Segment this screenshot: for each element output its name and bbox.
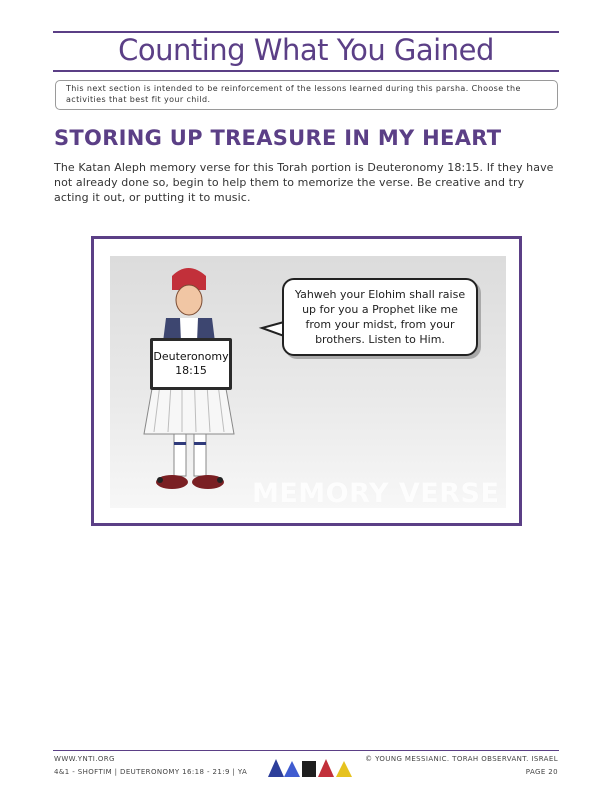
speech-bubble: Yahweh your Elohim shall raise up for you a Prophet like me from your midst, from your brothers. Listen to Him. [282, 278, 478, 356]
footer-website: WWW.YNTI.ORG [54, 755, 115, 763]
memory-verse-watermark: MEMORY VERSE [252, 478, 500, 508]
footer-copyright: © YOUNG MESSIANIC. TORAH OBSERVANT. ISRAEL [365, 755, 558, 763]
page-title: Counting What You Gained [118, 33, 494, 67]
memory-verse-frame [91, 236, 522, 526]
section-heading: STORING UP TREASURE IN MY HEART [54, 126, 502, 150]
verse-sign [150, 338, 232, 390]
bubble-tail [262, 322, 284, 336]
intro-box: This next section is intended to be reinforcement of the lessons learned during this parsha. Choose the activities that best fit your child. [55, 80, 558, 110]
footer-portion: 4&1 - SHOFTIM | DEUTERONOMY 16:18 - 21:9 | YA [54, 768, 248, 776]
footer-page-number: PAGE 20 [525, 768, 558, 776]
section-body: The Katan Aleph memory verse for this Torah portion is Deuteronomy 18:15. If they have not already done so, begin to help them to memorize the verse. Be creative and try acting it out, or putting it to music. [54, 161, 554, 204]
sign-book: Deuteronomy [153, 350, 229, 363]
footer-rule [53, 750, 559, 751]
memory-verse-panel [110, 256, 506, 508]
sign-reference: 18:15 [175, 364, 207, 377]
logo-figures [266, 755, 356, 779]
face [176, 285, 202, 315]
right-leg [194, 434, 206, 476]
title-underline [53, 70, 559, 72]
left-leg [174, 434, 186, 476]
